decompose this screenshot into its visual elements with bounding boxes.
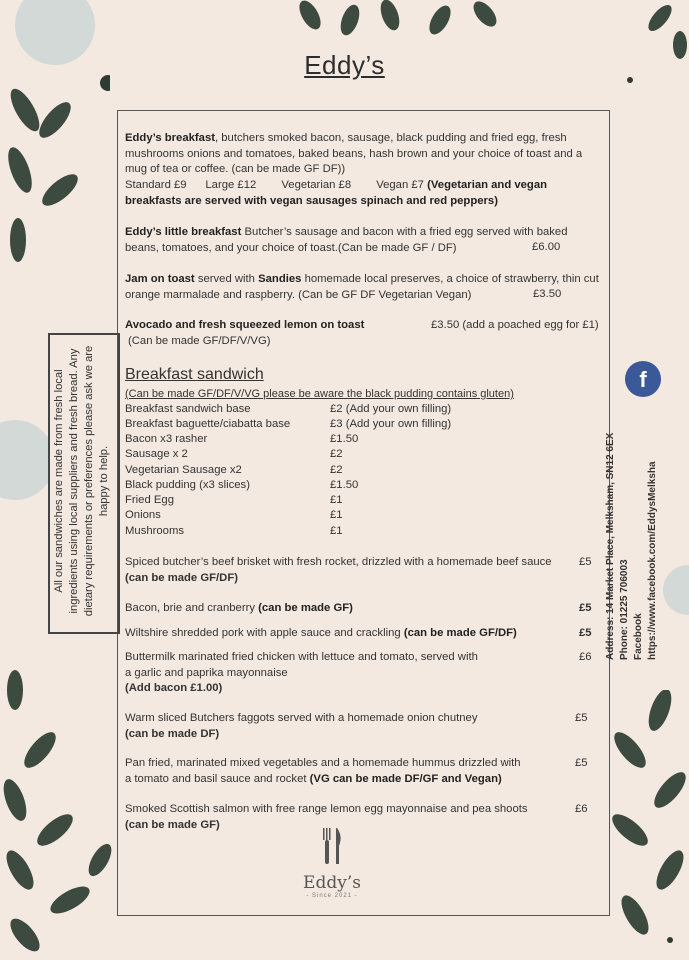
row-price: £1.50 [330,433,359,445]
row-name: Sausage x 2 [125,448,188,460]
leaf-decoration-left-middle [0,360,50,560]
leaf-decoration-right-middle [660,550,689,630]
address-text: Address: 14 Market Place, Melksham, SN12 6EX [605,432,616,660]
leaf-decoration-top-left [0,0,110,300]
row-price: £1.50 [330,479,359,491]
item-name: Eddy’s breakfast [125,132,215,144]
side-note-text: All our sandwiches are made from fresh local ingredients using local suppliers and fresh bread. Any dietary requirements or preferences please ask we are happy to help. [53,345,110,617]
avocado-price: £3.50 (add a poached egg for £1) [431,319,599,331]
row-name: Onions [125,509,161,521]
sandwich-item-vegetables: Pan fried, marinated mixed vegetables and a homemade hummus drizzled with a tomato and basil sauce and rocket (VG can be made DF/GF and Vegan) [125,757,521,785]
item-name: Avocado and fresh squeezed lemon on toast [125,319,365,331]
facebook-icon[interactable]: f [625,361,661,397]
price-list: Standard £9 Large £12 Vegetarian £8 Vegan £7 [125,179,424,191]
row-price: £2 (Add your own filling) [330,403,452,415]
sandwich-price: £5 [579,556,592,568]
item-desc: Butcher’s sausage and bacon with a fried egg served with baked beans, tomatoes, and your choice of toast.(Can be made GF / DF) [125,226,568,254]
breakfast-item [125,131,599,178]
row-name: Breakfast sandwich base [125,403,251,415]
restaurant-logo [290,826,374,899]
item-name: Eddy’s little breakfast [125,226,242,238]
facebook-link[interactable]: Facebook https://www.facebook.com/EddysMelksha [633,461,658,660]
sandwich-price: £5 [579,627,592,639]
sandwich-item-faggots: Warm sliced Butchers faggots served with a homemade onion chutney (can be made DF) [125,712,478,740]
sandwich-item-brie: Bacon, brie and cranberry (can be made GF) [125,602,353,614]
page-title: Eddy’s [304,50,385,80]
vegan-note: (Vegetarian and vegan breakfasts are served with vegan sausages spinach and red peppers) [125,179,548,207]
item-desc: , butchers smoked bacon, sausage, black pudding and fried egg, fresh mushrooms onions and tomatoes, baked beans, hash brown and your choice of toast and a mug of tea or coffee. (can be made GF DF)) [125,132,583,175]
sandwich-price: £5 [575,712,588,724]
little-breakfast-item [125,225,599,256]
section-title: Breakfast sandwich [125,366,264,383]
breakfast-prices [125,178,605,209]
jam-on-toast-price: £3.50 [533,288,562,300]
logo-since: - Since 2021 - [306,893,358,899]
jam-on-toast-item: Jam on toast served with Sandies homemade local preserves, a choice of strawberry, thin cut orange marmalade and raspberry. (Can be GF DF Vegetarian Vegan) [125,273,599,301]
sandwich-price: £5 [575,757,588,769]
sandwich-price: £5 [579,602,592,614]
row-name: Breakfast baguette/ciabatta base [125,418,291,430]
section-note: (Can be made GF/DF/V/VG please be aware the black pudding contains gluten) [125,388,514,400]
row-name: Black pudding (x3 slices) [125,479,250,491]
contact-info [604,420,660,660]
avocado-note: (Can be made GF/DF/V/VG) [128,335,271,347]
sandwich-price: £6 [579,651,592,663]
row-name: Mushrooms [125,525,185,537]
row-name: Vegetarian Sausage x2 [125,464,242,476]
row-price: £1 [330,509,343,521]
little-breakfast-price: £6.00 [532,241,561,253]
brand-name: Sandies [258,273,302,285]
item-name: Jam on toast [125,273,195,285]
cutlery-icon [317,826,347,866]
phone-text: Phone: 01225 706003 [619,559,630,660]
row-price: £1 [330,525,343,537]
sandwich-item-brisket: Spiced butcher’s beef brisket with fresh rocket, drizzled with a homemade beef sauce (can be made GF/DF) [125,556,552,584]
avocado-item [125,318,364,334]
sandwich-item-chicken: Buttermilk marinated fried chicken with lettuce and tomato, served with a garlic and paprika mayonnaise (Add bacon £1.00) [125,651,478,694]
row-name: Fried Egg [125,494,174,506]
row-price: £2 [330,464,343,476]
sandwich-item-pork: Wiltshire shredded pork with apple sauce and crackling (can be made GF/DF) [125,627,517,639]
row-price: £3 (Add your own filling) [330,418,452,430]
leaf-decoration-bottom-left [0,660,120,960]
logo-name: Eddy’s [303,873,361,893]
sandwich-item-salmon: Smoked Scottish salmon with free range lemon egg mayonnaise and pea shoots (can be made GF) [125,803,528,831]
sandwich-price: £6 [575,803,588,815]
row-name: Bacon x3 rasher [125,433,208,445]
row-price: £1 [330,494,343,506]
row-price: £2 [330,448,343,460]
